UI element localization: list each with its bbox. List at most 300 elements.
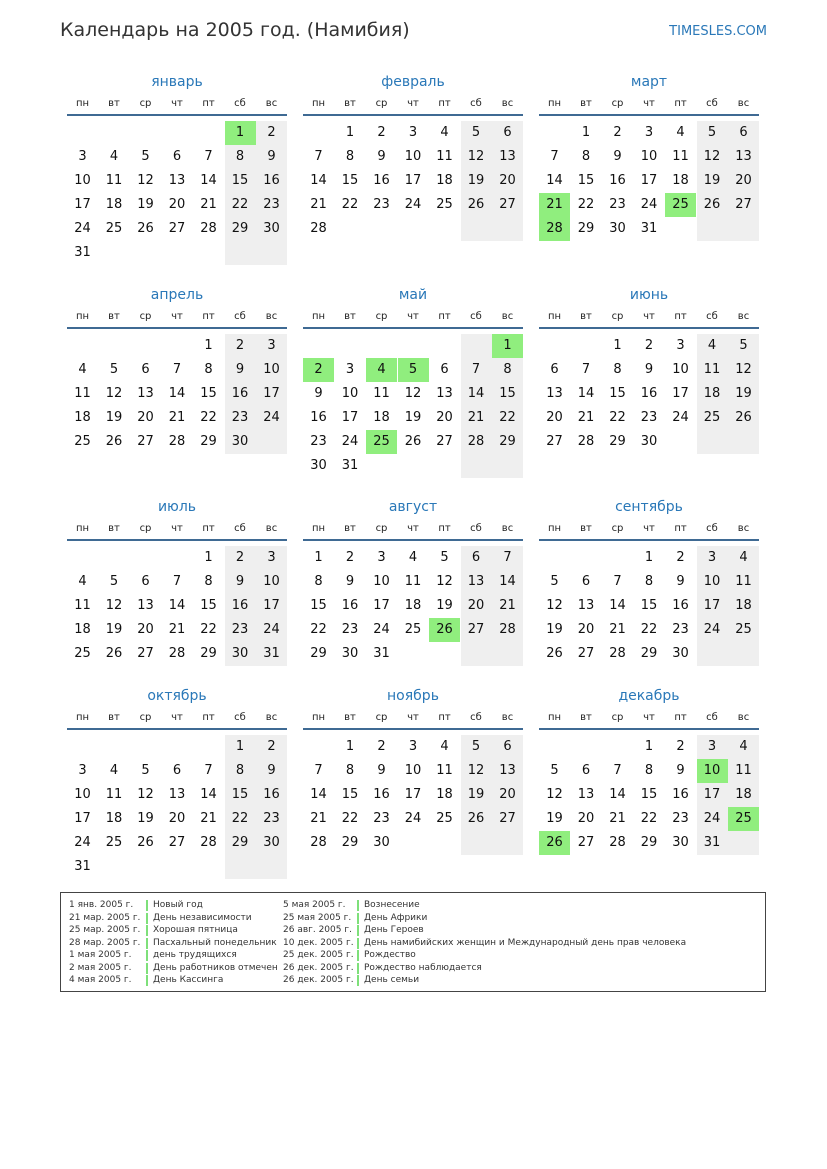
weekend-blank-cell	[225, 241, 256, 265]
day-cell: 18	[672, 173, 689, 188]
day-cell: 28	[200, 221, 217, 236]
legend-marker	[146, 963, 148, 974]
day-cell: 30	[341, 646, 359, 661]
day-cell: 6	[550, 362, 559, 377]
day-cell: 4	[728, 546, 759, 570]
day-cell: 28	[168, 434, 186, 449]
header-rule	[539, 728, 759, 730]
weekday-label: чт	[171, 311, 183, 322]
day-cell: 21	[168, 410, 186, 425]
legend-marker	[146, 975, 148, 986]
day-cell: 17	[404, 173, 422, 188]
day-cell: 6	[461, 546, 492, 570]
header-rule	[67, 114, 287, 116]
day-cell: 27	[577, 835, 595, 850]
day-cell: 26	[105, 434, 123, 449]
day-cell: 6	[172, 763, 182, 778]
day-cell: 21	[492, 594, 523, 618]
legend-date: 28 мар. 2005 г.	[69, 937, 141, 948]
header-rule	[303, 114, 523, 116]
day-cell: 22	[225, 807, 256, 831]
day-cell: 29	[200, 434, 217, 449]
weekend-blank-cell	[492, 642, 523, 666]
month-block	[539, 287, 759, 497]
weekday-label: пт	[674, 523, 687, 534]
day-cell: 18	[697, 382, 728, 406]
weekday-label: чт	[407, 712, 419, 723]
month-block	[67, 499, 287, 709]
weekday-label: пт	[674, 311, 687, 322]
weekday-label: пн	[75, 712, 90, 723]
day-cell: 25	[697, 406, 728, 430]
weekday-label: ср	[375, 712, 388, 723]
weekend-blank-cell	[492, 454, 523, 478]
day-cell: 15	[225, 169, 256, 193]
weekend-blank-cell	[728, 831, 759, 855]
day-cell: 17	[672, 386, 689, 401]
day-cell: 2	[676, 739, 685, 754]
weekday-label: вт	[580, 523, 592, 534]
day-cell: 19	[105, 410, 123, 425]
month-name: сентябрь	[615, 499, 683, 515]
weekday-label: пн	[75, 523, 90, 534]
legend-date: 26 дек. 2005 г.	[283, 975, 354, 985]
weekday-label: ср	[139, 311, 152, 322]
day-cell: 6	[581, 574, 591, 589]
weekday-label: вс	[737, 712, 750, 723]
legend-holiday-name: Рождество наблюдается	[364, 962, 482, 973]
day-cell: 2	[613, 125, 622, 140]
month-name: февраль	[381, 74, 445, 90]
weekend-blank-cell	[461, 454, 492, 478]
day-cell: 29	[310, 646, 327, 661]
legend-holiday-name: День намибийских женщин и Международный день прав человека	[364, 937, 687, 948]
day-cell: 8	[225, 145, 256, 169]
legend-date: 26 дек. 2005 г.	[283, 962, 354, 973]
weekday-label: чт	[171, 98, 183, 109]
day-cell: 22	[640, 622, 658, 637]
day-cell: 10	[373, 574, 390, 589]
day-cell-holiday: 26	[539, 831, 570, 855]
legend-holiday-name: День независимости	[153, 912, 252, 923]
legend-marker	[357, 900, 359, 911]
header-rule	[539, 114, 759, 116]
day-cell: 21	[310, 811, 327, 826]
legend-date: 25 мар. 2005 г.	[69, 925, 141, 935]
day-cell: 5	[697, 121, 728, 145]
day-cell: 27	[168, 835, 186, 850]
day-cell: 15	[341, 173, 359, 188]
legend-holiday-name: День Кассинга	[153, 975, 224, 985]
day-cell: 17	[404, 787, 422, 802]
weekday-label: вт	[108, 98, 120, 109]
day-cell: 4	[440, 125, 449, 140]
day-cell: 2	[225, 546, 256, 570]
day-cell: 31	[256, 642, 287, 666]
legend-marker	[146, 925, 148, 936]
day-cell: 15	[225, 783, 256, 807]
header-rule	[67, 539, 287, 541]
month-name: март	[630, 74, 668, 90]
day-cell: 22	[341, 197, 359, 212]
day-cell: 8	[225, 759, 256, 783]
day-cell: 9	[613, 149, 622, 164]
legend-holiday-name: День работников отмечен	[153, 962, 278, 973]
day-cell: 21	[609, 622, 626, 637]
day-cell: 19	[137, 197, 154, 212]
day-cell: 2	[377, 125, 386, 140]
weekday-label: вс	[737, 523, 750, 534]
weekend-blank-cell	[697, 430, 728, 454]
day-cell: 5	[550, 574, 559, 589]
day-cell: 17	[341, 410, 359, 425]
weekend-blank-cell	[461, 831, 492, 855]
day-cell: 16	[341, 598, 359, 613]
day-cell: 7	[613, 763, 622, 778]
day-cell-holiday: 5	[398, 358, 429, 382]
legend-marker	[357, 925, 359, 936]
day-cell: 15	[577, 173, 595, 188]
day-cell: 18	[105, 197, 123, 212]
day-cell: 20	[168, 197, 186, 212]
weekday-header	[539, 712, 759, 728]
day-cell: 30	[256, 831, 287, 855]
legend-holiday-name: Пасхальный понедельник	[153, 937, 277, 948]
day-cell: 16	[373, 787, 390, 802]
day-cell: 19	[546, 622, 563, 637]
day-cell: 5	[440, 550, 449, 565]
day-cell: 15	[640, 598, 658, 613]
day-cell: 11	[672, 149, 689, 164]
day-cell: 9	[256, 145, 287, 169]
day-cell: 9	[676, 763, 685, 778]
header-rule	[67, 728, 287, 730]
day-cell: 26	[697, 193, 728, 217]
day-cell: 5	[728, 334, 759, 358]
month-name: январь	[151, 74, 203, 90]
day-cell: 13	[546, 386, 563, 401]
day-cell: 14	[546, 173, 563, 188]
weekday-label: вс	[501, 523, 514, 534]
day-cell: 6	[492, 121, 523, 145]
day-cell: 7	[581, 362, 591, 377]
day-cell: 23	[256, 193, 287, 217]
day-cell: 11	[404, 574, 422, 589]
day-cell: 23	[341, 622, 359, 637]
weekday-label: ср	[611, 311, 624, 322]
day-cell: 18	[105, 811, 123, 826]
day-cell: 18	[373, 410, 390, 425]
day-cell: 7	[550, 149, 559, 164]
day-cell: 24	[404, 811, 422, 826]
weekend-blank-cell	[461, 642, 492, 666]
day-cell: 25	[74, 646, 91, 661]
day-cell: 21	[200, 197, 217, 212]
day-cell: 17	[373, 598, 390, 613]
day-cell: 13	[137, 598, 154, 613]
day-cell: 24	[256, 618, 287, 642]
day-cell: 25	[105, 221, 123, 236]
day-cell: 26	[546, 646, 563, 661]
weekend-blank-cell	[492, 831, 523, 855]
day-cell: 21	[200, 811, 217, 826]
day-cell: 19	[546, 811, 563, 826]
weekday-label: вт	[108, 311, 120, 322]
day-cell: 17	[74, 197, 91, 212]
month-block	[67, 74, 287, 284]
day-cell: 14	[577, 386, 595, 401]
day-cell: 7	[461, 358, 492, 382]
legend-marker	[146, 913, 148, 924]
day-cell: 20	[168, 811, 186, 826]
day-cell: 24	[341, 434, 359, 449]
day-cell: 8	[581, 149, 591, 164]
day-cell: 18	[728, 594, 759, 618]
day-cell: 22	[577, 197, 595, 212]
day-cell: 26	[137, 835, 154, 850]
day-cell: 4	[728, 735, 759, 759]
day-cell: 26	[404, 434, 422, 449]
day-cell: 19	[436, 598, 453, 613]
day-cell: 20	[577, 811, 595, 826]
day-cell: 3	[78, 149, 87, 164]
day-cell: 30	[225, 430, 256, 454]
day-cell: 22	[200, 410, 217, 425]
day-cell: 26	[461, 807, 492, 831]
day-cell: 9	[377, 763, 386, 778]
day-cell: 24	[74, 221, 91, 236]
day-cell: 16	[256, 169, 287, 193]
day-cell: 5	[461, 121, 492, 145]
legend-date: 1 мая 2005 г.	[69, 950, 132, 960]
day-cell: 13	[492, 759, 523, 783]
page-title: Календарь на 2005 год. (Намибия)	[60, 19, 410, 41]
day-cell: 24	[640, 197, 658, 212]
day-cell: 13	[461, 570, 492, 594]
month-block	[67, 287, 287, 497]
site-link[interactable]: TIMESLES.COM	[669, 24, 767, 39]
day-cell: 19	[137, 811, 154, 826]
legend-date: 5 мая 2005 г.	[283, 900, 346, 910]
day-cell: 8	[345, 763, 355, 778]
weekday-label: вс	[501, 98, 514, 109]
weekday-label: сб	[470, 98, 482, 109]
day-cell: 31	[74, 859, 91, 874]
weekday-label: чт	[407, 98, 419, 109]
weekday-label: сб	[706, 712, 718, 723]
day-cell: 20	[137, 410, 154, 425]
weekday-label: чт	[407, 523, 419, 534]
month-block	[67, 688, 287, 898]
day-cell: 14	[609, 787, 626, 802]
day-cell: 12	[728, 358, 759, 382]
day-cell: 7	[314, 763, 323, 778]
weekday-label: пт	[438, 523, 451, 534]
day-cell: 11	[74, 386, 91, 401]
day-cell: 13	[137, 386, 154, 401]
day-cell: 16	[225, 382, 256, 406]
day-cell: 12	[546, 598, 563, 613]
day-cell: 29	[225, 831, 256, 855]
day-cell: 10	[672, 362, 689, 377]
day-cell: 28	[609, 835, 626, 850]
weekday-label: ср	[611, 98, 624, 109]
day-cell: 18	[436, 787, 453, 802]
day-cell: 29	[200, 646, 217, 661]
day-cell: 15	[640, 787, 658, 802]
weekday-label: пт	[438, 98, 451, 109]
day-cell: 16	[672, 787, 689, 802]
day-cell: 7	[172, 574, 182, 589]
legend-marker	[146, 938, 148, 949]
legend-holiday-name: Рождество	[364, 950, 416, 960]
day-cell: 5	[109, 574, 119, 589]
day-cell: 18	[728, 783, 759, 807]
day-cell: 3	[644, 125, 654, 140]
day-cell: 12	[697, 145, 728, 169]
day-cell: 2	[345, 550, 355, 565]
weekday-label: вс	[265, 712, 278, 723]
weekday-label: вс	[737, 311, 750, 322]
day-cell: 21	[577, 410, 595, 425]
weekday-label: чт	[643, 98, 655, 109]
day-cell: 17	[640, 173, 658, 188]
day-cell: 20	[492, 169, 523, 193]
day-cell: 10	[697, 570, 728, 594]
day-cell: 19	[404, 410, 422, 425]
month-name: декабрь	[618, 688, 680, 704]
day-cell: 7	[314, 149, 323, 164]
weekday-label: сб	[470, 523, 482, 534]
day-cell: 28	[577, 434, 595, 449]
weekday-label: ср	[611, 712, 624, 723]
month-name: июль	[157, 499, 197, 515]
day-cell: 2	[225, 334, 256, 358]
day-cell: 17	[256, 382, 287, 406]
day-cell: 2	[676, 550, 685, 565]
weekend-blank-cell	[492, 217, 523, 241]
day-cell-holiday: 2	[303, 358, 334, 382]
day-cell-holiday: 26	[429, 618, 460, 642]
weekday-label: пн	[547, 523, 562, 534]
weekday-label: сб	[234, 523, 246, 534]
day-cell: 3	[408, 125, 418, 140]
day-cell: 14	[310, 787, 327, 802]
day-cell: 17	[74, 811, 91, 826]
day-cell: 14	[492, 570, 523, 594]
weekday-label: вт	[108, 712, 120, 723]
day-cell: 3	[408, 739, 418, 754]
day-cell: 8	[345, 149, 355, 164]
day-cell: 28	[200, 835, 217, 850]
day-cell: 3	[345, 362, 355, 377]
weekend-blank-cell	[256, 855, 287, 879]
weekday-label: ср	[139, 712, 152, 723]
weekday-label: пн	[75, 98, 90, 109]
day-cell: 3	[256, 546, 287, 570]
day-cell: 10	[404, 763, 422, 778]
day-cell: 3	[256, 334, 287, 358]
weekday-label: сб	[706, 523, 718, 534]
day-cell: 9	[377, 149, 386, 164]
day-cell: 1	[204, 550, 213, 565]
day-cell-holiday: 28	[539, 217, 570, 241]
day-cell: 29	[609, 434, 626, 449]
day-cell: 25	[105, 835, 123, 850]
day-cell: 23	[310, 434, 327, 449]
day-cell: 29	[492, 430, 523, 454]
weekday-label: вт	[344, 712, 356, 723]
weekday-label: ср	[375, 98, 388, 109]
day-cell: 31	[640, 221, 658, 236]
legend-marker	[357, 913, 359, 924]
day-cell: 27	[461, 618, 492, 642]
day-cell: 16	[672, 598, 689, 613]
day-cell: 23	[373, 197, 390, 212]
day-cell: 21	[461, 406, 492, 430]
day-cell: 19	[461, 169, 492, 193]
day-cell: 19	[728, 382, 759, 406]
day-cell: 9	[225, 358, 256, 382]
day-cell: 10	[74, 173, 91, 188]
day-cell: 18	[404, 598, 422, 613]
day-cell-holiday: 25	[728, 807, 759, 831]
day-cell: 27	[546, 434, 563, 449]
day-cell: 9	[345, 574, 355, 589]
month-block	[303, 688, 523, 898]
day-cell: 30	[256, 217, 287, 241]
day-cell: 4	[109, 149, 119, 164]
day-cell: 28	[310, 835, 327, 850]
day-cell: 23	[225, 618, 256, 642]
day-cell: 20	[546, 410, 563, 425]
day-cell: 14	[461, 382, 492, 406]
weekday-label: пн	[311, 98, 326, 109]
day-cell: 22	[640, 811, 658, 826]
day-cell: 20	[137, 622, 154, 637]
day-cell: 11	[74, 598, 91, 613]
day-cell: 24	[74, 835, 91, 850]
day-cell-holiday: 25	[366, 430, 397, 454]
weekday-header	[67, 98, 287, 114]
day-cell: 15	[609, 386, 626, 401]
day-cell: 23	[609, 197, 626, 212]
weekday-label: пн	[547, 311, 562, 322]
day-cell: 19	[105, 622, 123, 637]
day-cell: 16	[373, 173, 390, 188]
day-cell: 11	[373, 386, 390, 401]
day-cell: 31	[373, 646, 390, 661]
weekday-label: пн	[311, 311, 326, 322]
weekday-label: пт	[438, 712, 451, 723]
day-cell: 19	[461, 783, 492, 807]
legend-holiday-name: День Африки	[364, 912, 428, 923]
day-cell: 23	[672, 811, 689, 826]
day-cell: 5	[461, 735, 492, 759]
weekday-label: чт	[643, 311, 655, 322]
day-cell: 11	[436, 763, 453, 778]
day-cell: 14	[200, 173, 217, 188]
day-cell: 3	[377, 550, 386, 565]
weekday-label: вс	[265, 98, 278, 109]
weekday-header	[67, 712, 287, 728]
weekday-label: пт	[202, 98, 215, 109]
header-rule	[303, 728, 523, 730]
weekday-label: чт	[643, 523, 655, 534]
day-cell: 21	[609, 811, 626, 826]
holiday-legend	[60, 892, 766, 992]
day-cell-holiday: 1	[225, 121, 256, 145]
